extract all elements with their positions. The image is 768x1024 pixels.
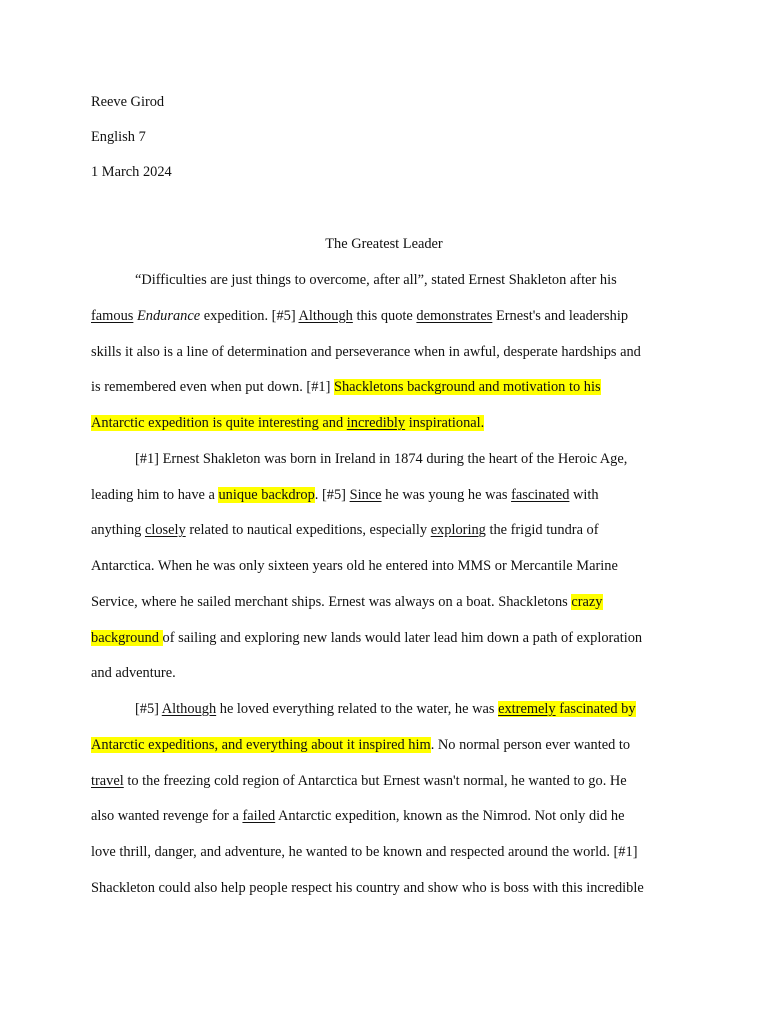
paragraph-3-line-1 — [135, 699, 636, 719]
underlined-word: famous — [91, 308, 134, 324]
text-run: fascinated by — [555, 701, 636, 717]
underlined-word: demonstrates — [416, 308, 493, 324]
text-run: he loved everything related to the water, he was — [216, 701, 499, 717]
paragraph-2-line-6 — [91, 628, 642, 648]
text-run: expedition. [#5] — [200, 308, 299, 324]
highlighted-text: unique backdrop — [218, 487, 315, 503]
underlined-word: Although — [161, 701, 217, 717]
paragraph-1-line-3 — [91, 342, 641, 362]
text-run: Antarctic expedition is quite interesting and — [91, 415, 347, 431]
paragraph-2-line-5 — [91, 592, 603, 612]
text-run: of sailing and exploring new lands would later lead him down a path of exploration — [162, 630, 643, 646]
text-run: is remembered even when put down. [#1] — [91, 379, 334, 395]
paragraph-2-line-1 — [135, 449, 627, 469]
text-run: love thrill, danger, and adventure, he wanted to be known and respected around the world. [#1] — [91, 844, 638, 860]
paragraph-2-line-4 — [91, 556, 618, 576]
highlighted-text: Shackletons background and motivation to his — [333, 379, 601, 395]
highlighted-text — [498, 701, 635, 717]
course-name: English 7 — [91, 129, 146, 145]
text-run: [#1] Ernest Shakleton was born in Ireland in 1874 during the heart of the Heroic Age, — [135, 451, 628, 467]
paragraph-3-line-2 — [91, 735, 630, 755]
text-run: skills it also is a line of determination and perseverance when in awful, desperate hardships and — [91, 344, 641, 360]
essay-date: 1 March 2024 — [91, 164, 172, 180]
essay-title: The Greatest Leader — [325, 236, 443, 252]
highlighted-text: Antarctic expeditions, and everything about it inspired him — [91, 737, 431, 753]
underlined-word: closely — [144, 522, 186, 538]
text-run: inspirational. — [405, 415, 485, 431]
author-name: Reeve Girod — [91, 94, 165, 110]
highlighted-text — [91, 415, 484, 431]
underlined-word: fascinated — [511, 487, 570, 503]
underlined-word: Although — [298, 308, 353, 324]
text-run: [#5] — [135, 701, 162, 717]
paragraph-1-line-1 — [135, 270, 617, 290]
underlined-word: failed — [242, 808, 276, 824]
underlined-word: Since — [349, 487, 382, 503]
text-run: the frigid tundra of — [485, 522, 599, 538]
text-run: Shackleton could also help people respect his country and show who is boss with this incredible — [91, 880, 644, 896]
text-run: he was young he was — [381, 487, 512, 503]
paragraph-3-line-5 — [91, 842, 638, 862]
text-run: this quote — [352, 308, 417, 324]
text-run: Antarctic expedition, known as the Nimrod. Not only did he — [275, 808, 625, 824]
paragraph-3-line-3 — [91, 771, 627, 791]
underlined-word: exploring — [430, 522, 486, 538]
paragraph-2-line-2 — [91, 485, 599, 505]
text-run: “Difficulties are just things to overcome, after all”, stated Ernest Shakleton after his — [135, 272, 617, 288]
underlined-word: extremely — [498, 701, 556, 717]
text-run: to the freezing cold region of Antarctica but Ernest wasn't normal, he wanted to go. He — [123, 773, 627, 789]
text-run: anything — [91, 522, 145, 538]
text-run: related to nautical expeditions, especially — [185, 522, 431, 538]
highlighted-text: crazy — [571, 594, 603, 610]
paragraph-3-line-6 — [91, 878, 644, 898]
text-run: also wanted revenge for a — [91, 808, 243, 824]
text-run: Service, where he sailed merchant ships. Ernest was always on a boat. Shackletons — [91, 594, 572, 610]
underlined-word: incredibly — [346, 415, 406, 431]
paragraph-1-line-2 — [91, 306, 628, 326]
text-run: . [#5] — [314, 487, 350, 503]
paragraph-1-line-4 — [91, 377, 601, 397]
text-run: . No normal person ever wanted to — [430, 737, 631, 753]
text-run: Ernest's and leadership — [492, 308, 629, 324]
text-run: leading him to have a — [91, 487, 219, 503]
paragraph-2-line-7 — [91, 663, 176, 683]
text-run: Antarctica. When he was only sixteen years old he entered into MMS or Mercantile Marine — [91, 558, 618, 574]
paragraph-3-line-4 — [91, 806, 625, 826]
text-run: and adventure. — [91, 665, 176, 681]
highlighted-text: background — [91, 630, 163, 646]
paragraph-2-line-3 — [91, 520, 599, 540]
paragraph-1-line-5 — [91, 413, 484, 433]
italic-word: Endurance — [136, 308, 201, 324]
text-run: with — [569, 487, 599, 503]
underlined-word: travel — [91, 773, 124, 789]
